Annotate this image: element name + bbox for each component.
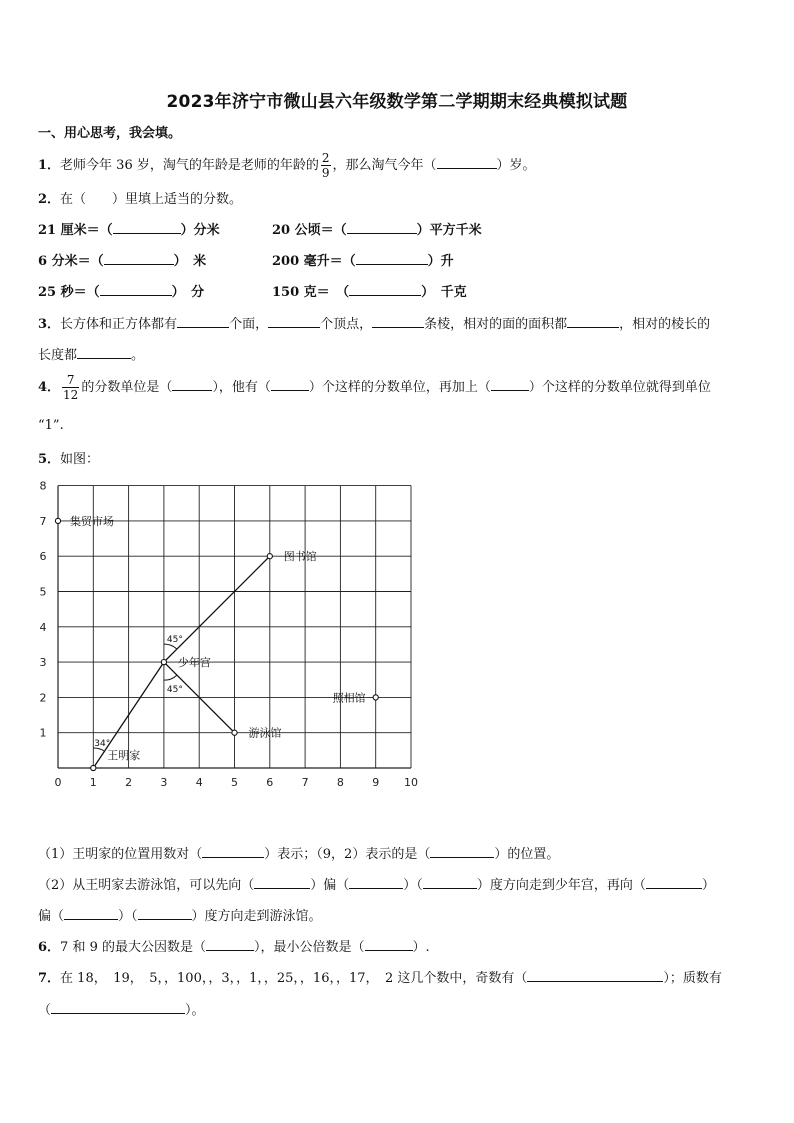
conversion-unit: ）分米 <box>180 223 220 238</box>
location-point <box>161 660 166 665</box>
x-tick-label: 7 <box>301 776 309 789</box>
location-label: 照相馆 <box>332 691 366 705</box>
location-point <box>232 730 237 735</box>
answer-blank[interactable] <box>491 377 529 391</box>
question-text: ）；质数有 <box>663 971 722 986</box>
answer-blank[interactable] <box>104 251 174 265</box>
question-2 <box>38 188 242 207</box>
x-tick-label: 3 <box>160 776 168 789</box>
conversion-left: 20 公顷＝（ <box>272 223 347 238</box>
question-text: ）的位置。 <box>494 847 560 862</box>
question-text: 的分数单位是（ <box>81 380 173 395</box>
question-text: 条棱，相对的面的面积都 <box>424 317 568 332</box>
answer-blank[interactable] <box>268 314 320 328</box>
answer-blank[interactable] <box>349 875 403 889</box>
question-text: 长方体和正方体都有 <box>60 317 178 332</box>
x-tick-label: 5 <box>231 776 238 789</box>
question-number: 6． <box>38 940 61 955</box>
answer-blank[interactable] <box>51 1000 185 1014</box>
question-number: 7． <box>38 971 61 986</box>
fraction-denominator: 9 <box>321 166 330 180</box>
question-5-part-2-cont <box>38 905 322 924</box>
question-text: ，相对的棱长的 <box>619 317 711 332</box>
question-text: 在（ ）里填上适当的分数。 <box>60 192 243 207</box>
answer-blank[interactable] <box>567 314 619 328</box>
question-number: 4． <box>38 380 61 395</box>
x-tick-label: 4 <box>195 776 203 789</box>
angle-label: 34° <box>94 739 111 749</box>
question-4 <box>38 373 711 402</box>
question-text: 个面， <box>229 317 269 332</box>
question-text: ）度方向走到游泳馆。 <box>191 909 322 924</box>
conversion-left: 25 秒＝（ <box>38 285 100 300</box>
section-heading: 一、用心思考，我会填。 <box>38 126 182 141</box>
angle-label: 45° <box>166 685 183 696</box>
question-text: ）（ <box>403 878 423 893</box>
question-text: 个顶点， <box>320 317 373 332</box>
conversion-left: 200 毫升＝（ <box>272 254 356 269</box>
answer-blank[interactable] <box>138 906 192 920</box>
question-text: ），他有（ <box>212 380 271 395</box>
answer-blank[interactable] <box>437 155 497 169</box>
question-number: 2． <box>38 192 61 207</box>
location-point <box>91 765 96 770</box>
question-text: 长度都 <box>38 348 78 363</box>
conversion-unit: ） 千克 <box>421 285 467 300</box>
location-point <box>55 518 60 523</box>
answer-blank[interactable] <box>77 345 131 359</box>
answer-blank[interactable] <box>254 875 310 889</box>
location-label: 游泳馆 <box>248 726 282 740</box>
location-point <box>373 695 378 700</box>
conversion-item <box>38 281 204 300</box>
question-text: （1）王明家的位置用数对（ <box>38 847 203 862</box>
conversion-item <box>272 219 482 238</box>
question-5-part-2 <box>38 874 715 893</box>
question-text: ） <box>701 878 715 893</box>
question-number: 5． <box>38 452 61 467</box>
question-3 <box>38 313 710 332</box>
angle-label: 45° <box>166 635 183 646</box>
conversion-item <box>272 250 454 269</box>
question-text: ）. <box>412 940 430 955</box>
question-6 <box>38 936 430 955</box>
answer-blank[interactable] <box>202 844 264 858</box>
question-text: ）个这样的分数单位，再加上（ <box>308 380 491 395</box>
question-text: （ <box>38 1003 52 1018</box>
question-text: ），最小公倍数是（ <box>254 940 365 955</box>
fraction-numerator: 7 <box>62 373 79 388</box>
question-5 <box>38 448 99 467</box>
route-segment <box>164 556 270 662</box>
conversion-unit: ）升 <box>427 254 454 269</box>
fraction <box>321 151 331 180</box>
y-tick-label: 4 <box>39 620 47 634</box>
question-text: 7 和 9 的最大公因数是（ <box>60 940 206 955</box>
question-text: （2）从王明家去游泳馆，可以先向（ <box>38 878 255 893</box>
question-3-cont <box>38 344 144 363</box>
y-tick-label: 6 <box>39 550 47 564</box>
question-number: 1． <box>38 158 61 173</box>
x-tick-label: 1 <box>89 776 97 789</box>
question-number: 3． <box>38 317 61 332</box>
answer-blank[interactable] <box>372 314 424 328</box>
answer-blank[interactable] <box>113 220 181 234</box>
conversion-unit: ） 米 <box>173 254 207 269</box>
fraction-denominator: 12 <box>63 388 79 402</box>
answer-blank[interactable] <box>365 937 413 951</box>
question-text: ，那么淘气今年（ <box>332 158 437 173</box>
question-text: 在 18， 19， 5，，100，，3，，1，，25，，16，，17， 2 这几个数中，奇数有（ <box>60 971 528 986</box>
y-tick-label: 7 <box>39 514 47 528</box>
question-text: 。 <box>131 348 145 363</box>
x-tick-label: 6 <box>266 776 274 789</box>
question-text: ）岁。 <box>496 158 536 173</box>
y-tick-label: 8 <box>39 479 47 493</box>
y-tick-label: 1 <box>39 726 47 740</box>
answer-blank[interactable] <box>430 844 494 858</box>
answer-blank[interactable] <box>271 377 309 391</box>
answer-blank[interactable] <box>349 282 421 296</box>
conversion-left: 150 克＝ （ <box>272 285 350 300</box>
question-text: 如图： <box>60 452 100 467</box>
question-text: ）。 <box>185 1003 205 1018</box>
location-label: 少年宫 <box>177 656 211 670</box>
conversion-left: 6 分米＝（ <box>38 254 104 269</box>
question-5-part-1 <box>38 843 559 862</box>
answer-blank[interactable] <box>646 875 702 889</box>
conversion-item <box>272 281 467 300</box>
y-tick-label: 3 <box>39 656 47 670</box>
answer-blank[interactable] <box>100 282 172 296</box>
answer-blank[interactable] <box>177 314 229 328</box>
question-7 <box>38 967 722 986</box>
conversion-left: 21 厘米＝（ <box>38 223 113 238</box>
y-tick-label: 2 <box>39 691 47 705</box>
x-tick-label: 9 <box>372 776 380 789</box>
y-tick-label: 5 <box>39 585 47 599</box>
page-title: 2023年济宁市微山县六年级数学第二学期期末经典模拟试题 <box>166 92 628 112</box>
x-tick-label: 10 <box>404 776 418 789</box>
location-point <box>267 554 272 559</box>
question-text: ）偏（ <box>310 878 350 893</box>
answer-blank[interactable] <box>64 906 118 920</box>
question-text: ）度方向走到少年宫，再向（ <box>476 878 646 893</box>
question-text: 偏（ <box>38 909 65 924</box>
question-text: ）表示；（9，2）表示的是（ <box>264 847 431 862</box>
x-tick-label: 0 <box>54 776 62 789</box>
answer-blank[interactable] <box>423 875 477 889</box>
conversion-unit: ） 分 <box>171 285 205 300</box>
location-label: 图书馆 <box>283 550 317 564</box>
question-1 <box>38 151 536 180</box>
answer-blank[interactable] <box>172 377 212 391</box>
answer-blank[interactable] <box>206 937 254 951</box>
location-label: 集贸市场 <box>70 514 114 528</box>
fraction-numerator: 2 <box>321 151 330 165</box>
location-label: 王明家 <box>107 749 141 762</box>
conversion-item <box>38 219 220 238</box>
x-tick-label: 8 <box>336 776 344 789</box>
answer-blank[interactable] <box>527 968 663 982</box>
question-4-cont: “1”. <box>38 418 64 433</box>
conversion-item <box>38 250 206 269</box>
angle-arc <box>164 675 177 680</box>
conversion-unit: ）平方千米 <box>416 223 482 238</box>
answer-blank[interactable] <box>347 220 417 234</box>
answer-blank[interactable] <box>356 251 428 265</box>
coordinate-grid-map <box>30 474 430 798</box>
fraction <box>62 373 79 402</box>
question-text: ）（ <box>118 909 138 924</box>
question-text: ）个这样的分数单位就得到单位 <box>528 380 711 395</box>
x-tick-label: 2 <box>125 776 133 789</box>
question-text: 老师今年 36 岁，淘气的年龄是老师的年龄的 <box>60 158 319 173</box>
question-7-cont <box>38 999 205 1018</box>
